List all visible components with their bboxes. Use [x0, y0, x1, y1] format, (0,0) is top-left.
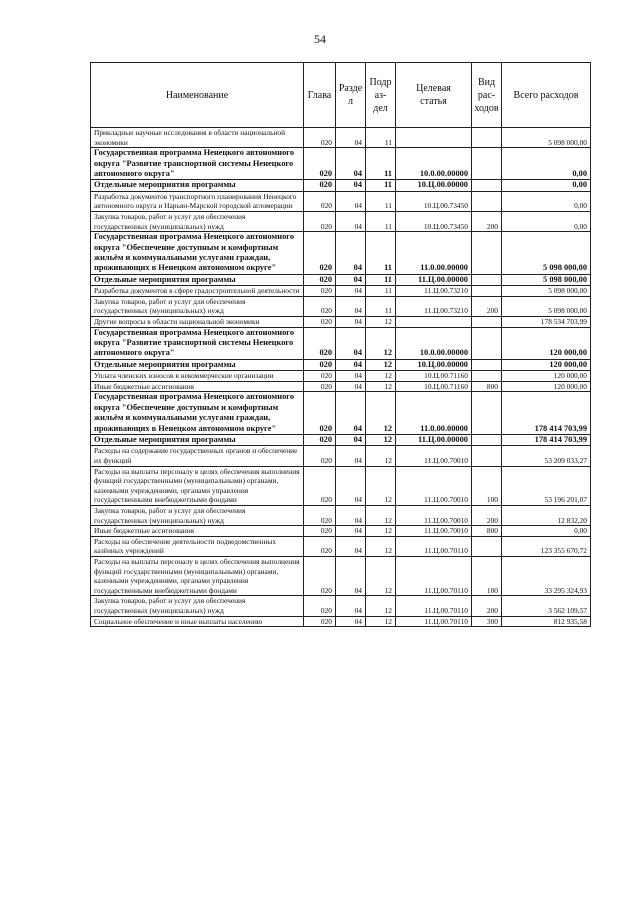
cell-target-article: 11.0.00.00000: [396, 232, 472, 275]
cell-target-article: 11.Ц.00.00000: [396, 274, 472, 285]
cell-expense-type: [472, 232, 502, 275]
cell-name: Другие вопросы в области национальной экономики: [91, 317, 304, 328]
table-row: [91, 536, 591, 556]
cell-expense-type: 300: [472, 616, 502, 627]
cell-total: 178 414 703,99: [502, 392, 591, 435]
cell-target-article: 11.0.00.00000: [396, 392, 472, 435]
cell-target-article: 10.Ц.00.71160: [396, 371, 472, 382]
cell-total: 5 098 000,00: [502, 286, 591, 297]
cell-target-article: 11.Ц.00.70010: [396, 446, 472, 466]
cell-total: 178 414 703,99: [502, 435, 591, 446]
cell-expense-type: 200: [472, 596, 502, 616]
cell-section: 04: [336, 392, 366, 435]
cell-subsection: 12: [366, 359, 396, 370]
cell-name: Государственная программа Ненецкого автономного округа "Развитие транспортной системы Ненецкого автономного округа": [91, 327, 304, 359]
cell-total: 0,00: [502, 148, 591, 180]
cell-total: 3 562 109,57: [502, 596, 591, 616]
header-name: Наименование: [91, 63, 304, 128]
cell-total: 53 196 201,07: [502, 466, 591, 505]
cell-name: Разработка документов в сфере градостроительной деятельности: [91, 286, 304, 297]
table-row: [91, 212, 591, 232]
table-row: [91, 327, 591, 359]
cell-target-article: 11.Ц.00.70110: [396, 536, 472, 556]
cell-chapter: 020: [304, 506, 336, 526]
cell-expense-type: [472, 392, 502, 435]
cell-target-article: 10.Ц.00.00000: [396, 359, 472, 370]
table-body: [91, 128, 591, 627]
cell-total: 120 000,00: [502, 359, 591, 370]
table-row: [91, 446, 591, 466]
cell-expense-type: [472, 274, 502, 285]
cell-section: 04: [336, 128, 366, 148]
cell-total: 178 534 703,99: [502, 317, 591, 328]
table-row: [91, 274, 591, 285]
cell-section: 04: [336, 536, 366, 556]
budget-table: [90, 62, 591, 627]
cell-chapter: 020: [304, 381, 336, 392]
cell-section: 04: [336, 359, 366, 370]
cell-target-article: 11.Ц.00.00000: [396, 435, 472, 446]
cell-subsection: 11: [366, 274, 396, 285]
cell-chapter: 020: [304, 327, 336, 359]
cell-section: 04: [336, 327, 366, 359]
cell-total: 0,00: [502, 526, 591, 537]
table-row: [91, 286, 591, 297]
cell-subsection: 12: [366, 317, 396, 328]
cell-section: 04: [336, 616, 366, 627]
cell-section: 04: [336, 526, 366, 537]
table-row: [91, 556, 591, 595]
cell-subsection: 11: [366, 191, 396, 211]
header-subsection: Подр аз- дел: [366, 63, 396, 128]
cell-section: 04: [336, 286, 366, 297]
cell-expense-type: [472, 128, 502, 148]
table-row: [91, 359, 591, 370]
cell-section: 04: [336, 596, 366, 616]
cell-name: Государственная программа Ненецкого автономного округа "Обеспечение доступным и комфортным жильём и коммунальными услугами граждан, проживающих в Ненецком автономном округе": [91, 392, 304, 435]
table-row: [91, 381, 591, 392]
cell-chapter: 020: [304, 371, 336, 382]
cell-target-article: 11.Ц.00.70010: [396, 526, 472, 537]
cell-expense-type: 800: [472, 381, 502, 392]
cell-total: 5 098 000,00: [502, 232, 591, 275]
table-row: [91, 128, 591, 148]
cell-expense-type: 100: [472, 556, 502, 595]
cell-subsection: 11: [366, 128, 396, 148]
cell-total: 5 098 000,00: [502, 296, 591, 316]
cell-expense-type: [472, 446, 502, 466]
cell-name: Закупка товаров, работ и услуг для обеспечения государственных (муниципальных) нужд: [91, 212, 304, 232]
cell-subsection: 11: [366, 148, 396, 180]
cell-subsection: 12: [366, 596, 396, 616]
cell-chapter: 020: [304, 191, 336, 211]
table-row: [91, 232, 591, 275]
table-row: [91, 191, 591, 211]
cell-chapter: 020: [304, 128, 336, 148]
cell-chapter: 020: [304, 466, 336, 505]
cell-expense-type: [472, 435, 502, 446]
cell-name: Государственная программа Ненецкого автономного округа "Обеспечение доступным и комфортным жильём и коммунальными услугами граждан, проживающих в Ненецком автономном округе": [91, 232, 304, 275]
cell-name: Расходы на содержание государственных органов и обеспечение их функций: [91, 446, 304, 466]
cell-name: Отдельные мероприятия программы: [91, 435, 304, 446]
cell-expense-type: [472, 536, 502, 556]
cell-total: 120 000,00: [502, 371, 591, 382]
cell-section: 04: [336, 180, 366, 191]
header-target-article: Целевая статья: [396, 63, 472, 128]
cell-total: 5 098 000,00: [502, 274, 591, 285]
cell-section: 04: [336, 446, 366, 466]
table-row: [91, 317, 591, 328]
cell-total: 123 355 670,72: [502, 536, 591, 556]
cell-target-article: 11.Ц.00.70010: [396, 506, 472, 526]
cell-subsection: 12: [366, 381, 396, 392]
cell-target-article: 10.0.00.00000: [396, 327, 472, 359]
cell-name: Расходы на выплаты персоналу в целях обеспечения выполнения функций государственными (муниципальными) органами, казенными учреждениями, органами управления государственными внебюджетными фондами: [91, 466, 304, 505]
cell-expense-type: [472, 286, 502, 297]
table-row: [91, 392, 591, 435]
cell-section: 04: [336, 371, 366, 382]
cell-section: 04: [336, 191, 366, 211]
cell-section: 04: [336, 506, 366, 526]
cell-subsection: 12: [366, 556, 396, 595]
cell-name: Закупка товаров, работ и услуг для обеспечения государственных (муниципальных) нужд: [91, 296, 304, 316]
cell-chapter: 020: [304, 286, 336, 297]
cell-target-article: 11.Ц.00.73210: [396, 286, 472, 297]
table-row: [91, 526, 591, 537]
header-section: Разде л: [336, 63, 366, 128]
cell-total: 812 935,58: [502, 616, 591, 627]
cell-section: 04: [336, 232, 366, 275]
cell-subsection: 12: [366, 392, 396, 435]
cell-subsection: 11: [366, 232, 396, 275]
cell-chapter: 020: [304, 180, 336, 191]
cell-chapter: 020: [304, 536, 336, 556]
cell-section: 04: [336, 296, 366, 316]
cell-expense-type: [472, 371, 502, 382]
cell-target-article: 11.Ц.00.70110: [396, 596, 472, 616]
cell-chapter: 020: [304, 232, 336, 275]
cell-expense-type: [472, 317, 502, 328]
cell-name: Иные бюджетные ассигнования: [91, 381, 304, 392]
header-expense-type: Вид рас- ходов: [472, 63, 502, 128]
cell-chapter: 020: [304, 296, 336, 316]
cell-name: Закупка товаров, работ и услуг для обеспечения государственных (муниципальных) нужд: [91, 596, 304, 616]
cell-target-article: 11.Ц.00.70110: [396, 616, 472, 627]
cell-target-article: 10.Ц.00.73450: [396, 212, 472, 232]
cell-section: 04: [336, 317, 366, 328]
cell-total: 5 098 000,00: [502, 128, 591, 148]
cell-target-article: 10.Ц.00.71160: [396, 381, 472, 392]
cell-subsection: 12: [366, 536, 396, 556]
cell-chapter: 020: [304, 556, 336, 595]
table-row: [91, 148, 591, 180]
cell-expense-type: 200: [472, 212, 502, 232]
cell-expense-type: [472, 191, 502, 211]
cell-target-article: [396, 317, 472, 328]
cell-subsection: 11: [366, 296, 396, 316]
cell-subsection: 12: [366, 506, 396, 526]
table-header-row: [91, 63, 591, 128]
cell-total: 0,00: [502, 212, 591, 232]
cell-section: 04: [336, 381, 366, 392]
header-total: Всего расходов: [502, 63, 591, 128]
cell-chapter: 020: [304, 359, 336, 370]
cell-name: Иные бюджетные ассигнования: [91, 526, 304, 537]
cell-subsection: 11: [366, 180, 396, 191]
cell-name: Закупка товаров, работ и услуг для обеспечения государственных (муниципальных) нужд: [91, 506, 304, 526]
cell-target-article: 10.0.00.00000: [396, 148, 472, 180]
cell-expense-type: [472, 359, 502, 370]
cell-chapter: 020: [304, 435, 336, 446]
cell-target-article: 10.Ц.00.73450: [396, 191, 472, 211]
cell-name: Расходы на обеспечение деятельности подведомственных казённых учреждений: [91, 536, 304, 556]
cell-subsection: 12: [366, 435, 396, 446]
cell-chapter: 020: [304, 596, 336, 616]
cell-subsection: 12: [366, 371, 396, 382]
cell-total: 53 209 033,27: [502, 446, 591, 466]
cell-subsection: 12: [366, 466, 396, 505]
table-row: [91, 435, 591, 446]
cell-chapter: 020: [304, 274, 336, 285]
cell-target-article: 11.Ц.00.70010: [396, 466, 472, 505]
cell-total: 120 000,00: [502, 381, 591, 392]
cell-expense-type: [472, 148, 502, 180]
cell-total: 33 295 324,93: [502, 556, 591, 595]
cell-subsection: 12: [366, 327, 396, 359]
cell-total: 0,00: [502, 180, 591, 191]
table-row: [91, 466, 591, 505]
cell-section: 04: [336, 466, 366, 505]
cell-expense-type: 100: [472, 466, 502, 505]
cell-section: 04: [336, 274, 366, 285]
cell-name: Отдельные мероприятия программы: [91, 180, 304, 191]
table-row: [91, 371, 591, 382]
cell-name: Расходы на выплаты персоналу в целях обеспечения выполнения функций государственными (муниципальными) органами, казенными учреждениями, органами управления государственными внебюджетными фондами: [91, 556, 304, 595]
cell-subsection: 12: [366, 526, 396, 537]
cell-total: 0,00: [502, 191, 591, 211]
cell-chapter: 020: [304, 212, 336, 232]
cell-subsection: 11: [366, 212, 396, 232]
cell-target-article: 11.Ц.00.70110: [396, 556, 472, 595]
cell-expense-type: 200: [472, 506, 502, 526]
header-chapter: Глава: [304, 63, 336, 128]
cell-section: 04: [336, 212, 366, 232]
cell-name: Прикладные научные исследования в области национальной экономики: [91, 128, 304, 148]
cell-total: 120 000,00: [502, 327, 591, 359]
cell-chapter: 020: [304, 526, 336, 537]
table-row: [91, 596, 591, 616]
cell-subsection: 11: [366, 286, 396, 297]
cell-subsection: 12: [366, 446, 396, 466]
cell-chapter: 020: [304, 616, 336, 627]
cell-target-article: [396, 128, 472, 148]
cell-section: 04: [336, 435, 366, 446]
cell-chapter: 020: [304, 148, 336, 180]
cell-expense-type: 800: [472, 526, 502, 537]
table-row: [91, 180, 591, 191]
cell-name: Уплата членских взносов в некоммерческие организации: [91, 371, 304, 382]
table-row: [91, 506, 591, 526]
cell-chapter: 020: [304, 446, 336, 466]
cell-name: Отдельные мероприятия программы: [91, 359, 304, 370]
cell-name: Государственная программа Ненецкого автономного округа "Развитие транспортной системы Ненецкого автономного округа": [91, 148, 304, 180]
cell-name: Отдельные мероприятия программы: [91, 274, 304, 285]
table-row: [91, 616, 591, 627]
cell-expense-type: [472, 327, 502, 359]
cell-expense-type: 200: [472, 296, 502, 316]
cell-name: Социальное обеспечение и иные выплаты населению: [91, 616, 304, 627]
cell-expense-type: [472, 180, 502, 191]
table-row: [91, 296, 591, 316]
cell-total: 12 832,20: [502, 506, 591, 526]
cell-chapter: 020: [304, 392, 336, 435]
cell-name: Разработка документов транспортного планирования Ненецкого автономного округа и Нарьян-Марской городской агломерации: [91, 191, 304, 211]
cell-target-article: 11.Ц.00.73210: [396, 296, 472, 316]
cell-chapter: 020: [304, 317, 336, 328]
cell-section: 04: [336, 148, 366, 180]
cell-subsection: 12: [366, 616, 396, 627]
cell-target-article: 10.Ц.00.00000: [396, 180, 472, 191]
page-number: 54: [314, 32, 326, 46]
cell-section: 04: [336, 556, 366, 595]
